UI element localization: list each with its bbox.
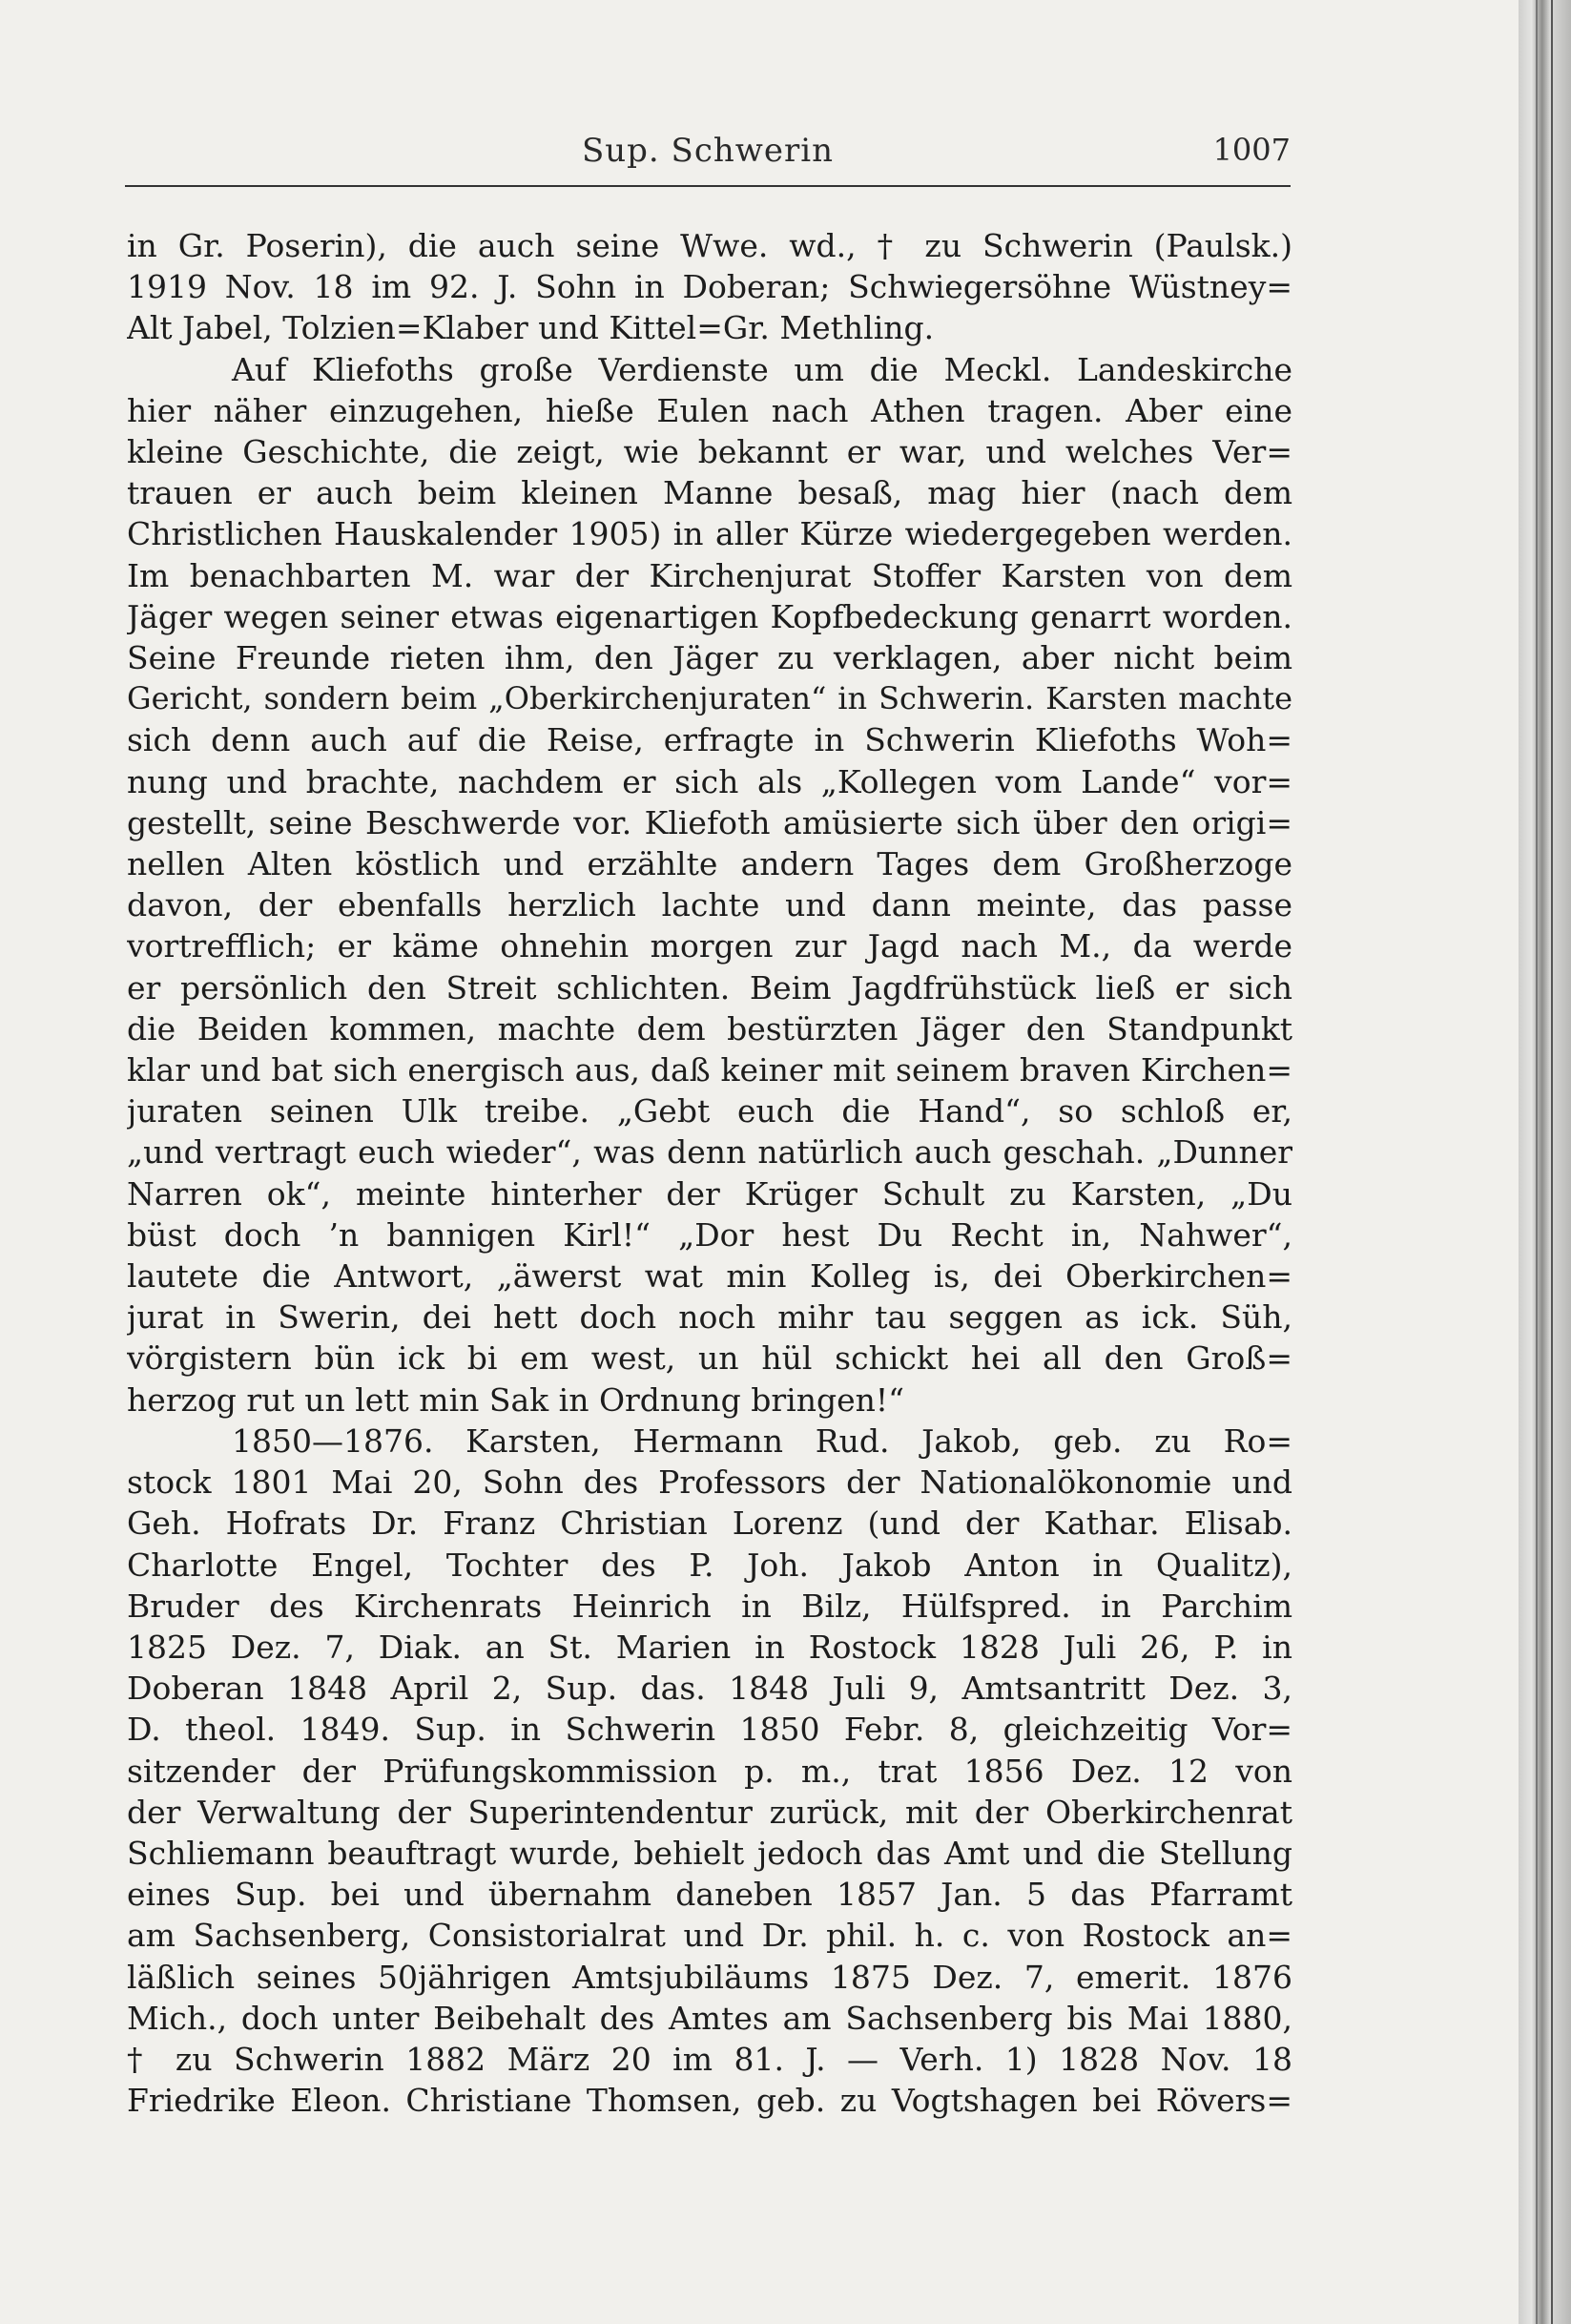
text-line: davon, der ebenfalls herzlich lachte und dann meinte, das passe	[127, 886, 1292, 924]
text-line: am Sachsenberg, Consistorialrat und Dr. phil. h. c. von Rostock an=	[127, 1917, 1292, 1955]
text-line: stock 1801 Mai 20, Sohn des Professors der Nationalökonomie und	[127, 1463, 1292, 1502]
text-line: läßlich seines 50jährigen Amtsjubiläums 1875 Dez. 7, emerit. 1876	[127, 1958, 1292, 1996]
text-line: in Gr. Poserin), die auch seine Wwe. wd., † zu Schwerin (Paulsk.)	[127, 227, 1292, 264]
header-rule	[125, 185, 1291, 187]
text-line: Seine Freunde rieten ihm, den Jäger zu verklagen, aber nicht beim	[127, 639, 1292, 677]
text-line: Geh. Hofrats Dr. Franz Christian Lorenz (und der Kathar. Elisab.	[127, 1504, 1292, 1543]
text-line: er persönlich den Streit schlichten. Beim Jagdfrühstück ließ er sich	[127, 968, 1292, 1006]
text-line: Mich., doch unter Beibehalt des Amtes am Sachsenberg bis Mai 1880,	[127, 1999, 1292, 2037]
text-line: Doberan 1848 April 2, Sup. das. 1848 Juli 9, Amtsantritt Dez. 3,	[127, 1670, 1292, 1708]
text-line: 1919 Nov. 18 im 92. J. Sohn in Doberan; Schwiegersöhne Wüstney=	[127, 268, 1292, 306]
text-line: büst doch ’n bannigen Kirl!“ „Dor hest Du Recht in, Nahwer“,	[127, 1215, 1292, 1254]
text-line: juraten seinen Ulk treibe. „Gebt euch die Hand“, so schloß er,	[127, 1092, 1292, 1131]
text-line: hier näher einzugehen, hieße Eulen nach Athen tragen. Aber eine	[127, 391, 1292, 429]
text-line: Charlotte Engel, Tochter des P. Joh. Jakob Anton in Qualitz),	[127, 1546, 1292, 1584]
text-line: nung und brachte, nachdem er sich als „Kollegen vom Lande“ vor=	[127, 762, 1292, 800]
text-line: 1850—1876. Karsten, Hermann Rud. Jakob, geb. zu Ro=	[232, 1421, 1292, 1460]
text-line: lautete die Antwort, „äwerst wat min Kolleg is, dei Oberkirchen=	[127, 1257, 1292, 1296]
text-line: die Beiden kommen, machte dem bestürzten Jäger den Standpunkt	[127, 1009, 1292, 1048]
text-line: nellen Alten köstlich und erzählte andern Tages dem Großherzoge	[127, 845, 1292, 883]
page-number: 1007	[1212, 132, 1291, 168]
running-header	[125, 132, 1291, 185]
book-gutter	[1519, 0, 1571, 2324]
gutter-edge	[1551, 0, 1553, 2324]
text-line: Im benachbarten M. war der Kirchenjurat Stoffer Karsten von dem	[127, 556, 1292, 594]
text-line: Alt Jabel, Tolzien=Klaber und Kittel=Gr. Methling.	[127, 309, 935, 347]
text-line: vortrefflich; er käme ohnehin morgen zur Jagd nach M., da werde	[127, 927, 1292, 965]
text-line: klar und bat sich energisch aus, daß keiner mit seinem braven Kirchen=	[127, 1051, 1292, 1089]
text-line: sitzender der Prüfungskommission p. m., trat 1856 Dez. 12 von	[127, 1752, 1292, 1790]
text-line: Auf Kliefoths große Verdienste um die Meckl. Landeskirche	[232, 350, 1292, 388]
text-line: trauen er auch beim kleinen Manne besaß, mag hier (nach dem	[127, 474, 1292, 512]
text-line: 1825 Dez. 7, Diak. an St. Marien in Rostock 1828 Juli 26, P. in	[127, 1628, 1292, 1666]
text-line: Friedrike Eleon. Christiane Thomsen, geb. zu Vogtshagen bei Rövers=	[127, 2082, 1292, 2120]
text-line: gestellt, seine Beschwerde vor. Kliefoth amüsierte sich über den origi=	[127, 803, 1292, 841]
text-line: Christlichen Hauskalender 1905) in aller Kürze wiedergegeben werden.	[127, 515, 1292, 553]
text-line: kleine Geschichte, die zeigt, wie bekannt er war, und welches Ver=	[127, 433, 1292, 471]
text-line: sich denn auch auf die Reise, erfragte in Schwerin Kliefoths Woh=	[127, 721, 1292, 759]
text-line: Narren ok“, meinte hinterher der Krüger Schult zu Karsten, „Du	[127, 1174, 1292, 1213]
text-line: vörgistern bün ick bi em west, un hül schickt hei all den Groß=	[127, 1339, 1292, 1378]
body-text	[127, 225, 1292, 2121]
header-title: Sup. Schwerin	[581, 132, 835, 170]
text-line: Jäger wegen seiner etwas eigenartigen Kopfbedeckung genarrt worden.	[127, 597, 1292, 635]
text-line: der Verwaltung der Superintendentur zurück, mit der Oberkirchenrat	[127, 1793, 1292, 1831]
text-line: herzog rut un lett min Sak in Ordnung bringen!“	[127, 1380, 905, 1419]
text-line: jurat in Swerin, dei hett doch noch mihr tau seggen as ick. Süh,	[127, 1298, 1292, 1337]
text-line: D. theol. 1849. Sup. in Schwerin 1850 Febr. 8, gleichzeitig Vor=	[127, 1711, 1292, 1749]
text-line: „und vertragt euch wieder“, was denn natürlich auch geschah. „Dunner	[127, 1133, 1292, 1172]
text-line: Bruder des Kirchenrats Heinrich in Bilz, Hülfspred. in Parchim	[127, 1587, 1292, 1625]
text-line: Gericht, sondern beim „Oberkirchenjuraten“ in Schwerin. Karsten machte	[127, 680, 1292, 717]
text-line: † zu Schwerin 1882 März 20 im 81. J. — Verh. 1) 1828 Nov. 18	[127, 2040, 1292, 2078]
gutter-edge	[1536, 0, 1538, 2324]
text-line: Schliemann beauftragt wurde, behielt jedoch das Amt und die Stellung	[127, 1834, 1292, 1872]
text-line: eines Sup. bei und übernahm daneben 1857 Jan. 5 das Pfarramt	[127, 1876, 1292, 1914]
